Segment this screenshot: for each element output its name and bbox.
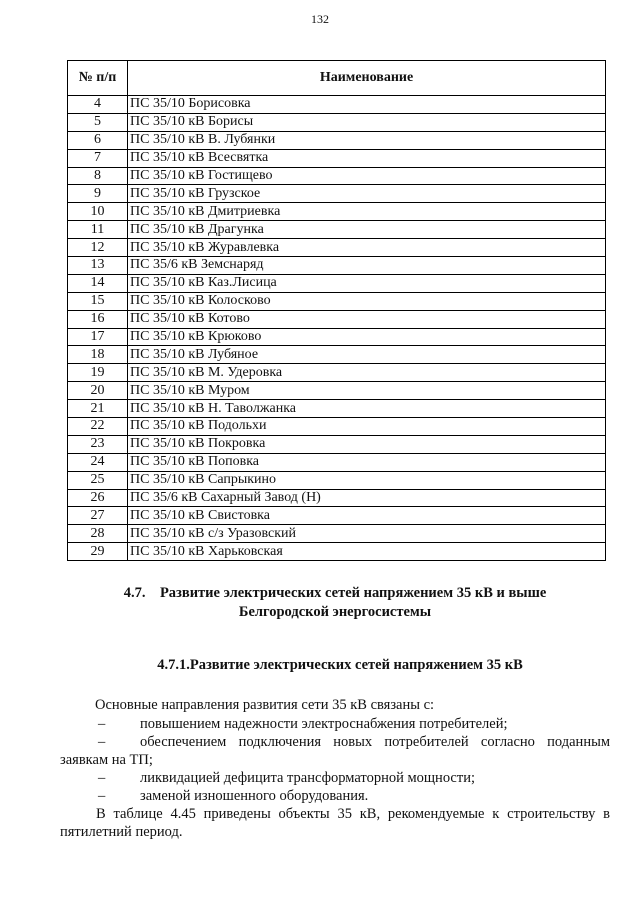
row-number: 17 [68, 328, 128, 346]
table-row [68, 453, 606, 471]
table-row [68, 113, 606, 131]
table-row [68, 400, 606, 418]
row-name: ПС 35/10 кВ Котово [128, 310, 606, 328]
row-name: ПС 35/10 кВ Колосково [128, 292, 606, 310]
table-row [68, 489, 606, 507]
row-number: 24 [68, 453, 128, 471]
section-heading-4-7-1: 4.7.1.Развитие электрических сетей напряжением 35 кВ [157, 657, 523, 673]
row-number: 18 [68, 346, 128, 364]
row-number: 6 [68, 131, 128, 149]
row-name: ПС 35/10 кВ В. Лубянки [128, 131, 606, 149]
row-number: 14 [68, 274, 128, 292]
row-number: 21 [68, 400, 128, 418]
row-name: ПС 35/10 кВ Свистовка [128, 507, 606, 525]
table-row [68, 167, 606, 185]
table-row [68, 328, 606, 346]
row-number: 22 [68, 418, 128, 436]
bullet-dash: – [98, 770, 106, 786]
bullet-dash: – [98, 788, 106, 804]
row-name: ПС 35/10 кВ Всесвятка [128, 149, 606, 167]
row-number: 12 [68, 239, 128, 257]
table-row [68, 149, 606, 167]
row-number: 5 [68, 113, 128, 131]
row-number: 25 [68, 471, 128, 489]
closing-paragraph: В таблице 4.45 приведены объекты 35 кВ, рекомендуемые к строительству в пятилетний период. [60, 806, 610, 840]
row-number: 20 [68, 382, 128, 400]
row-name: ПС 35/10 кВ Сапрыкино [128, 471, 606, 489]
row-name: ПС 35/10 кВ Журавлевка [128, 239, 606, 257]
table-header-row [68, 61, 606, 96]
row-number: 23 [68, 435, 128, 453]
row-number: 29 [68, 543, 128, 561]
row-number: 7 [68, 149, 128, 167]
page-number: 132 [311, 12, 329, 26]
table-row [68, 203, 606, 221]
row-number: 16 [68, 310, 128, 328]
table-row [68, 525, 606, 543]
table-row [68, 185, 606, 203]
row-name: ПС 35/10 кВ М. Удеровка [128, 364, 606, 382]
row-name: ПС 35/10 кВ Борисы [128, 113, 606, 131]
row-number: 26 [68, 489, 128, 507]
row-number: 4 [68, 96, 128, 114]
table-row [68, 543, 606, 561]
table-row [68, 257, 606, 275]
row-number: 15 [68, 292, 128, 310]
bullet-item-1: повышением надежности электроснабжения потребителей; [140, 716, 508, 732]
row-name: ПС 35/10 кВ Муром [128, 382, 606, 400]
row-number: 9 [68, 185, 128, 203]
row-number: 28 [68, 525, 128, 543]
row-number: 11 [68, 221, 128, 239]
table-row [68, 310, 606, 328]
row-name: ПС 35/10 кВ Крюково [128, 328, 606, 346]
intro-text: Основные направления развития сети 35 кВ связаны с: [95, 697, 435, 713]
row-number: 13 [68, 257, 128, 275]
table-row [68, 364, 606, 382]
section-heading-4-7 [100, 584, 570, 622]
table-row [68, 292, 606, 310]
bullet-item-4: заменой изношенного оборудования. [140, 788, 369, 804]
table-row [68, 382, 606, 400]
row-number: 27 [68, 507, 128, 525]
bullet-item-2-continuation: заявкам на ТП; [60, 752, 153, 768]
row-name: ПС 35/10 кВ Покровка [128, 435, 606, 453]
table-row [68, 346, 606, 364]
bullet-item-2: обеспечением подключения новых потребителей согласно поданным [140, 734, 610, 750]
row-name: ПС 35/10 кВ Грузское [128, 185, 606, 203]
row-number: 19 [68, 364, 128, 382]
row-name: ПС 35/6 кВ Земснаряд [128, 257, 606, 275]
table-row [68, 435, 606, 453]
row-name: ПС 35/10 кВ Н. Таволжанка [128, 400, 606, 418]
table-body [68, 96, 606, 561]
row-name: ПС 35/10 кВ Драгунка [128, 221, 606, 239]
row-name: ПС 35/10 кВ Дмитриевка [128, 203, 606, 221]
table-row [68, 274, 606, 292]
row-name: ПС 35/10 кВ Гостищево [128, 167, 606, 185]
table-row [68, 131, 606, 149]
header-number: № п/п [68, 61, 128, 96]
header-name: Наименование [128, 61, 606, 96]
section-heading-line2: Белгородской энергосистемы [238, 604, 432, 620]
row-number: 10 [68, 203, 128, 221]
table-row [68, 418, 606, 436]
row-name: ПС 35/10 кВ Лубяное [128, 346, 606, 364]
table-row [68, 96, 606, 114]
bullet-dash: – [98, 716, 106, 732]
row-number: 8 [68, 167, 128, 185]
table-row [68, 239, 606, 257]
table-row [68, 221, 606, 239]
row-name: ПС 35/10 кВ с/з Уразовский [128, 525, 606, 543]
row-name: ПС 35/10 Борисовка [128, 96, 606, 114]
row-name: ПС 35/10 кВ Харьковская [128, 543, 606, 561]
table-row [68, 471, 606, 489]
row-name: ПС 35/6 кВ Сахарный Завод (Н) [128, 489, 606, 507]
row-name: ПС 35/10 кВ Подольхи [128, 418, 606, 436]
section-heading-line1: 4.7. Развитие электрических сетей напряжением 35 кВ и выше [123, 585, 547, 601]
row-name: ПС 35/10 кВ Поповка [128, 453, 606, 471]
substations-table [67, 60, 606, 561]
row-name: ПС 35/10 кВ Каз.Лисица [128, 274, 606, 292]
table-row [68, 507, 606, 525]
bullet-dash: – [98, 734, 106, 750]
bullet-item-3: ликвидацией дефицита трансформаторной мощности; [140, 770, 475, 786]
